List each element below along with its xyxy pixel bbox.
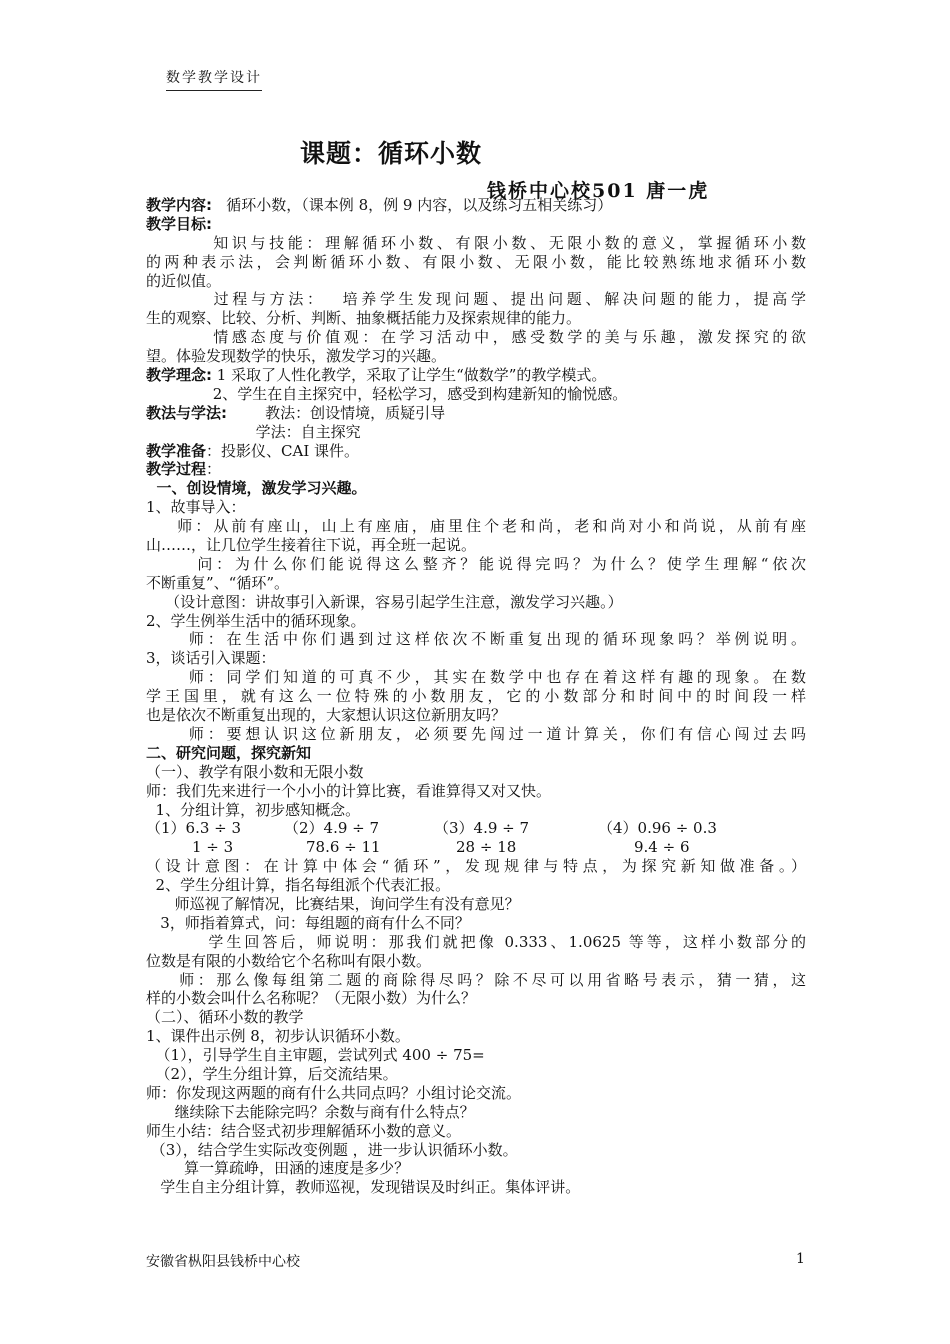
paragraph-line: 过程与方法： 培养学生发现问题、提出问题、解决问题的能力，提高学 (146, 290, 806, 309)
paragraph-line: 学生自主分组计算，教师巡视，发现错误及时纠正。集体评讲。 (146, 1178, 581, 1197)
process-label: 教学过程 (146, 460, 207, 479)
paragraph-line: 师：你发现这两题的商有什么共同点吗？小组讨论交流。 (146, 1083, 522, 1102)
process-line (146, 460, 806, 479)
teaching-idea-label: 教学理念: (146, 366, 212, 385)
calc-item: （3）4.9 ÷ 7 (434, 819, 530, 838)
teaching-goals-label: 教学目标: (146, 214, 212, 233)
process-text: ： (206, 460, 222, 479)
calc-item: （1）6.3 ÷ 3 (146, 819, 242, 838)
paragraph-line: 3，谈话引入课题： (146, 649, 276, 668)
paragraph-line: 继续除下去能除完吗？余数与商有什么特点？ (146, 1102, 475, 1121)
paragraph-line: 问：为什么你们能说得这么整齐？能说得完吗？为什么？使学生理解“依次 (146, 554, 807, 573)
method-label: 教法与学法: (146, 403, 227, 422)
paragraph-line: 山……，让几位学生接着往下说，再全班一起说。 (146, 536, 477, 555)
page-number: 1 (796, 1251, 805, 1267)
preparation-label: 教学准备 (146, 441, 207, 460)
calc-item: 78.6 ÷ 11 (306, 838, 381, 857)
teaching-content-label: 教学内容: (146, 196, 212, 214)
preparation-text: ：投影仪、CAI 课件。 (206, 441, 360, 460)
paragraph-line: 学法：自主探究 (146, 422, 361, 441)
subsection-heading: （二）、循环小数的教学 (146, 1008, 304, 1027)
paragraph-line: 的两种表示法，会判断循环小数、有限小数、无限小数，能比较熟练地求循环小数 (146, 252, 806, 271)
teaching-idea-text: 1 采取了人性化教学，采取了让学生“做数学”的教学模式。 (212, 366, 607, 385)
paragraph-line: 1、课件出示例 8，初步认识循环小数。 (146, 1027, 410, 1046)
footer-school: 安徽省枞阳县钱桥中心校 (146, 1254, 300, 1270)
paragraph-line: （3），结合学生实际改变例题 ，进一步认识循环小数。 (146, 1140, 518, 1159)
teaching-idea-line (146, 366, 806, 385)
calc-item: 1 ÷ 3 (192, 838, 234, 857)
paragraph-line: （2），学生分组计算，后交流结果。 (146, 1064, 398, 1083)
paragraph-line: 1、故事导入： (146, 498, 246, 517)
section-heading: 一、创设情境，激发学习兴趣。 (146, 479, 367, 498)
paragraph-line: （设计意图：讲故事引入新课，容易引起学生注意，激发学习兴趣。） (146, 592, 623, 611)
paragraph-line: 样的小数会叫什么名称呢？（无限小数）为什么？ (146, 989, 477, 1008)
method-text: 教法：创设情境，质疑引导 (227, 403, 446, 422)
paragraph-line: 2、学生分组计算，指名每组派个代表汇报。 (146, 876, 451, 895)
document-body (146, 196, 806, 1197)
section-heading: 二、研究问题，探究新知 (146, 743, 312, 762)
paragraph-line: 望。体验发现数学的快乐，激发学习的兴趣。 (146, 347, 447, 366)
paragraph-line: 2、学生例举生活中的循环现象。 (146, 611, 366, 630)
paragraph-line: 师：要想认识这位新朋友，必须要先闯过一道计算关，你们有信心闯过去吗 (146, 724, 806, 743)
paragraph-line: 师：那么像每组第二题的商除得尽吗？除不尽可以用省略号表示，猜一猜，这 (146, 970, 806, 989)
author-line: 钱桥中心校501 唐一虎 (487, 180, 710, 202)
paragraph-line: 2、学生在自主探究中，轻松学习，感受到构建新知的愉悦感。 (146, 384, 628, 403)
paragraph-line: 学生回答后，师说明：那我们就把像 0.333、1.0625 等等，这样小数部分的 (146, 932, 806, 951)
teaching-content-line (146, 196, 806, 215)
paragraph-line: （设计意图：在计算中体会“循环”，发现规律与特点，为探究新知做准备。） (146, 857, 806, 876)
method-line (146, 404, 806, 423)
teaching-content-text: 循环小数，（课本例 8，例 9 内容，以及练习五相关练习） (212, 196, 613, 214)
calc-item: （4）0.96 ÷ 0.3 (598, 819, 717, 838)
paragraph-line: 知识与技能：理解循环小数、有限小数、无限小数的意义，掌握循环小数 (146, 233, 806, 252)
calc-item: 28 ÷ 18 (456, 838, 517, 857)
paragraph-line: 师：同学们知道的可真不少，其实在数学中也存在着这样有趣的现象。在数 (146, 668, 806, 687)
calc-item: （2）4.9 ÷ 7 (284, 819, 380, 838)
paragraph-line: 的近似值。 (146, 271, 222, 290)
calculation-row-1 (146, 819, 806, 838)
paragraph-line: 学王国里，就有这么一位特殊的小数朋友，它的小数部分和时间中的时间段一样 (146, 687, 806, 706)
paragraph-line: 也是依次不断重复出现的，大家想认识这位新朋友吗？ (146, 706, 507, 725)
preparation-line (146, 442, 806, 461)
paragraph-line: 师：在生活中你们遇到过这样依次不断重复出现的循环现象吗？举例说明。 (146, 630, 806, 649)
calculation-row-2 (146, 838, 806, 857)
calc-item: 9.4 ÷ 6 (634, 838, 690, 857)
paragraph-line: 师巡视了解情况，比赛结果，询问学生有没有意见？ (146, 894, 520, 913)
page-header: 数学教学设计 (166, 67, 262, 91)
paragraph-line: 3，师指着算式，问：每组题的商有什么不同？ (146, 913, 470, 932)
paragraph-line: 生的观察、比较、分析、判断、抽象概括能力及探索规律的能力。 (146, 309, 582, 328)
subsection-heading: （一）、教学有限小数和无限小数 (146, 762, 364, 781)
paragraph-line: 1、分组计算，初步感知概念。 (146, 800, 361, 819)
paragraph-line: （1），引导学生自主审题，尝试列式 400 ÷ 75= (146, 1046, 485, 1065)
paragraph-line: 情感态度与价值观：在学习活动中，感受数学的美与乐趣，激发探究的欲 (146, 328, 806, 347)
lesson-title: 课题：循环小数 (300, 139, 483, 168)
paragraph-line: 算一算疏峥，田涵的速度是多少？ (146, 1159, 410, 1178)
paragraph-line: 师：从前有座山，山上有座庙，庙里住个老和尚，老和尚对小和尚说，从前有座 (146, 517, 806, 536)
paragraph-line: 师：我们先来进行一个小小的计算比赛，看谁算得又对又快。 (146, 781, 552, 800)
paragraph-line: 不断重复”、“循环”。 (146, 573, 290, 592)
paragraph-line: 师生小结：结合竖式初步理解循环小数的意义。 (146, 1121, 462, 1140)
paragraph-line: 位数是有限的小数给它个名称叫有限小数。 (146, 951, 432, 970)
